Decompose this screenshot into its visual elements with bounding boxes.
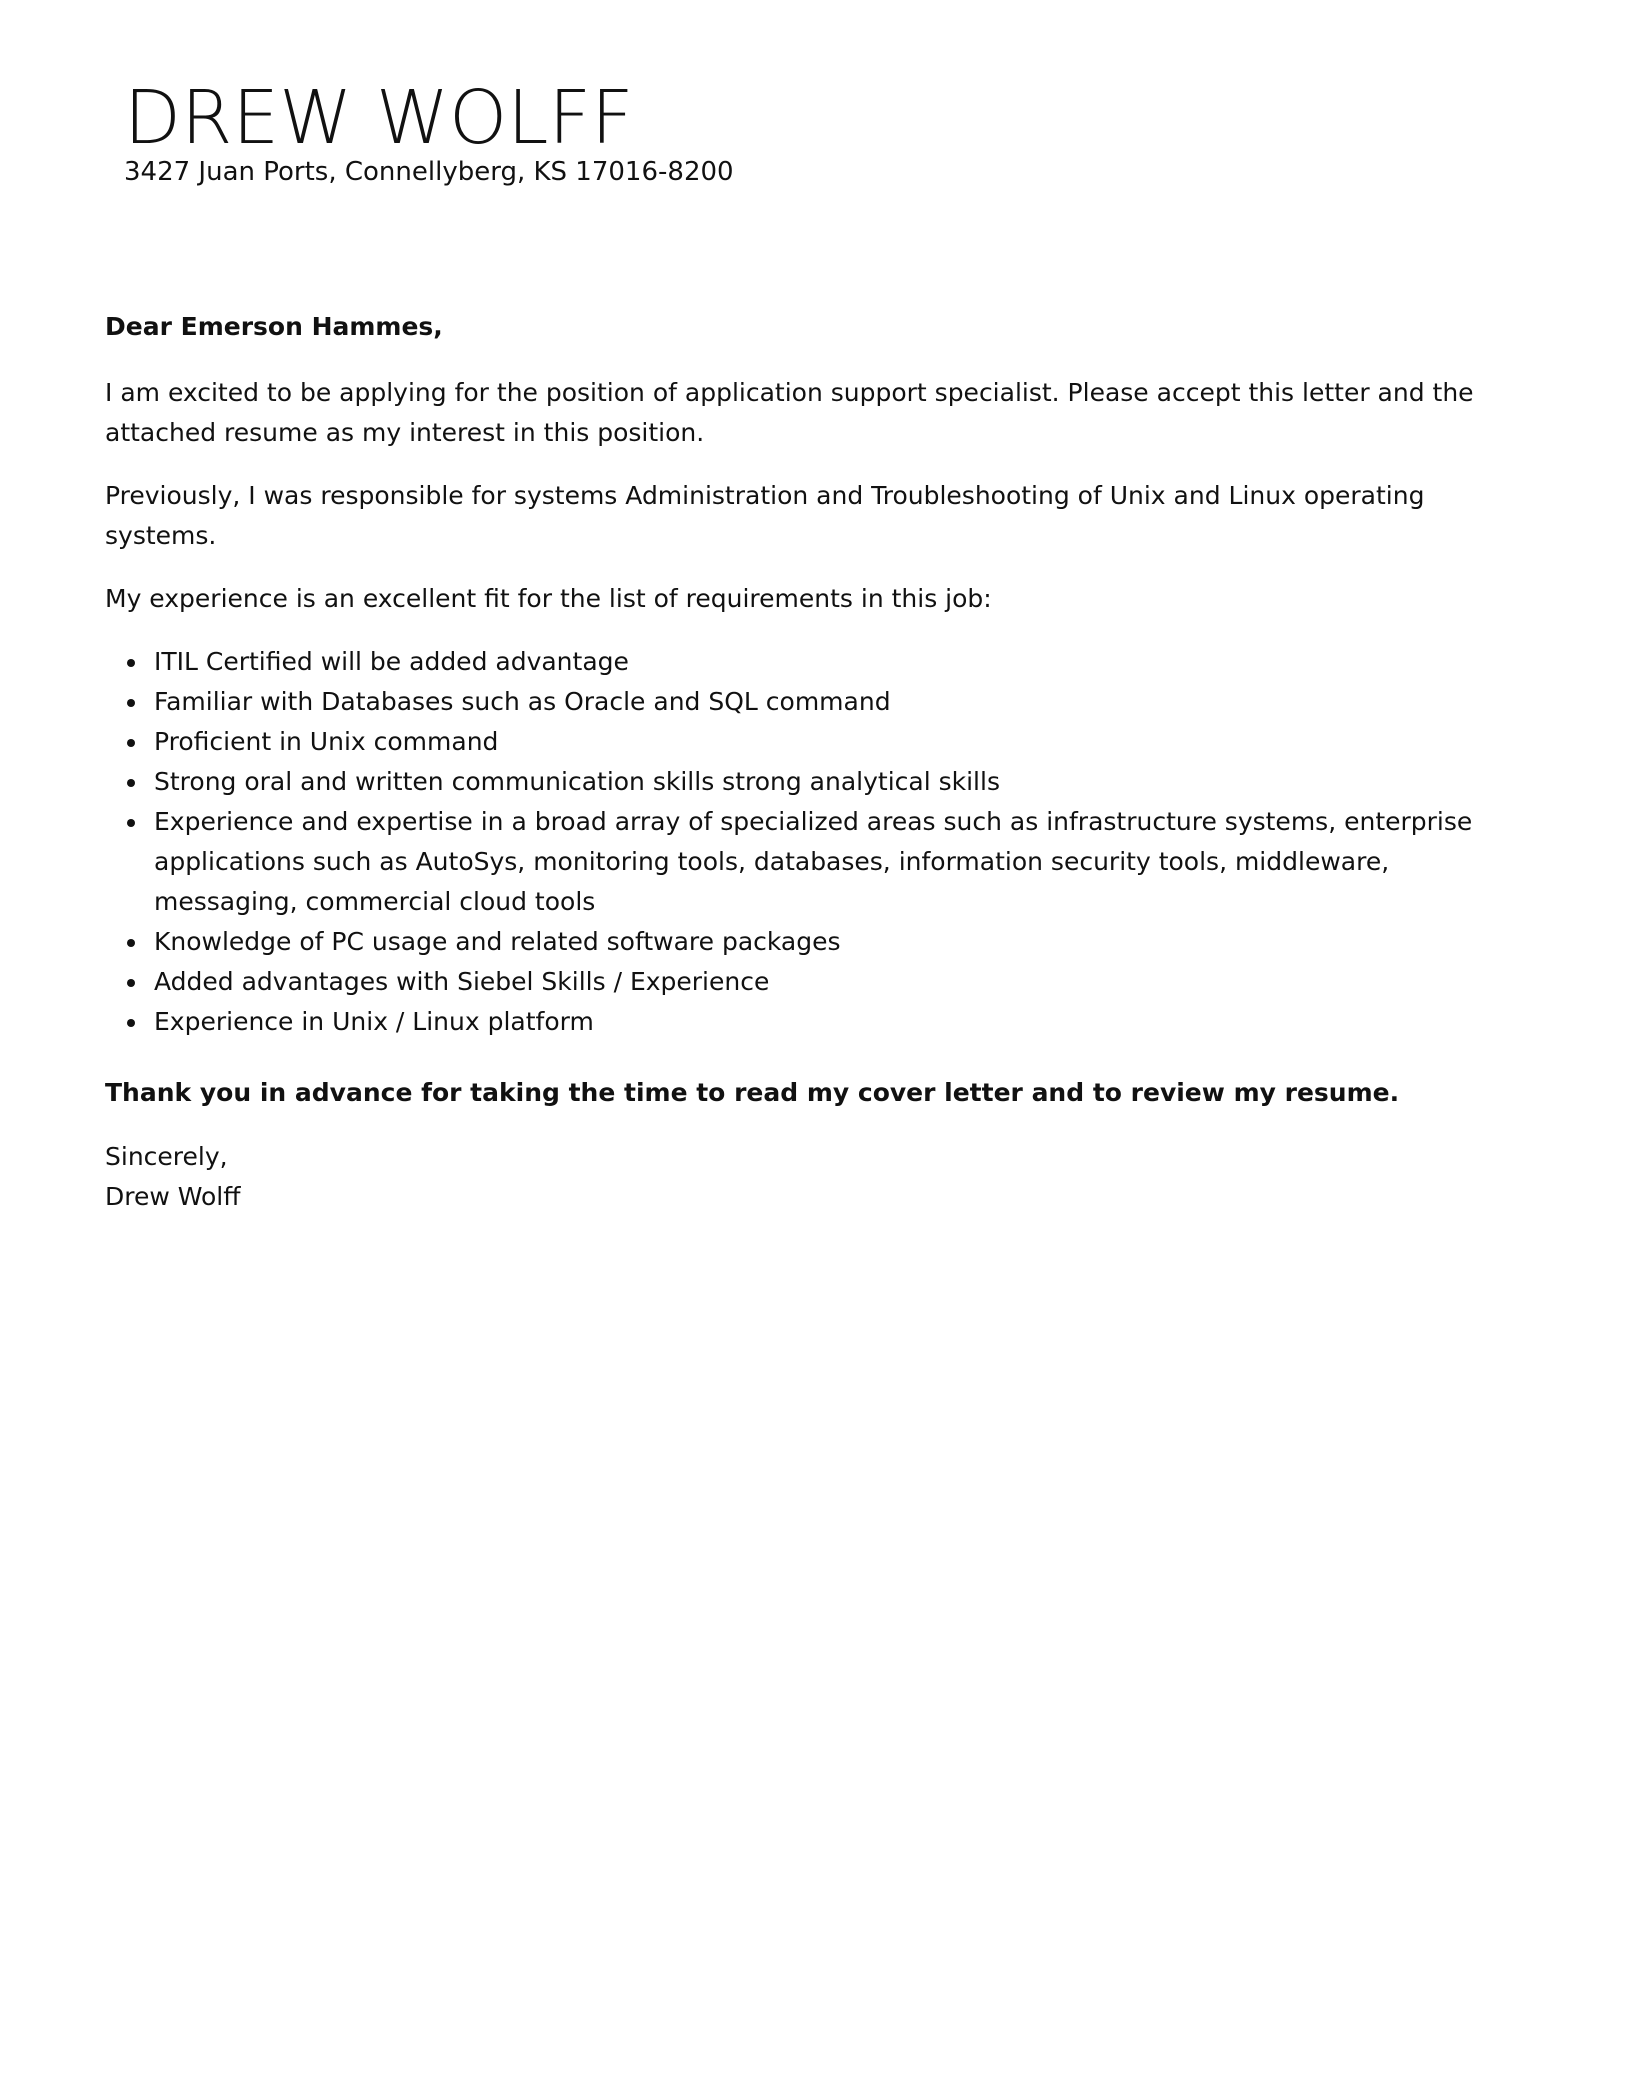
applicant-name: DREW WOLFF [124,75,634,161]
letter-body [105,307,1525,1217]
list-item [154,642,1525,682]
bullet-icon [127,739,135,747]
list-item-text: ITIL Certified will be added advantage [154,647,629,676]
bullet-icon [127,939,135,947]
list-item-text: Experience and expertise in a broad array of specialized areas such as infrastructure systems, enterprise applications such as AutoSys, monitoring tools, databases, information security tools, middleware, messaging, commercial cloud tools [154,807,1473,916]
bullet-icon [127,1019,135,1027]
experience-paragraph: Previously, I was responsible for systems Administration and Troubleshooting of Unix and Linux operating systems. [105,481,1425,550]
signoff: Sincerely, [105,1142,228,1171]
letter-header [124,70,734,187]
intro-paragraph: I am excited to be applying for the position of application support specialist. Please accept this letter and the attached resume as my interest in this position. [105,378,1474,447]
list-item [154,1002,1525,1042]
list-item [154,962,1525,1002]
bullet-icon [127,819,135,827]
signature-name: Drew Wolff [105,1182,241,1211]
list-item [154,922,1525,962]
list-item-text: Familiar with Databases such as Oracle and SQL command [154,687,891,716]
bullet-icon [127,699,135,707]
list-item-text: Proficient in Unix command [154,727,499,756]
requirements-list [105,642,1525,1042]
salutation: Dear Emerson Hammes, [105,312,443,341]
applicant-address: 3427 Juan Ports, Connellyberg, KS 17016-8200 [124,157,734,187]
list-item [154,762,1525,802]
requirements-intro: My experience is an excellent fit for the list of requirements in this job: [105,584,992,613]
list-item-text: Strong oral and written communication skills strong analytical skills [154,767,1000,796]
bullet-icon [127,779,135,787]
list-item [154,682,1525,722]
bullet-icon [127,979,135,987]
list-item-text: Knowledge of PC usage and related software packages [154,927,841,956]
signoff-block [105,1137,1525,1217]
list-item [154,802,1525,922]
list-item-text: Experience in Unix / Linux platform [154,1007,594,1036]
list-item [154,722,1525,762]
closing-statement: Thank you in advance for taking the time to read my cover letter and to review my resume. [105,1078,1400,1107]
bullet-icon [127,659,135,667]
list-item-text: Added advantages with Siebel Skills / Experience [154,967,770,996]
